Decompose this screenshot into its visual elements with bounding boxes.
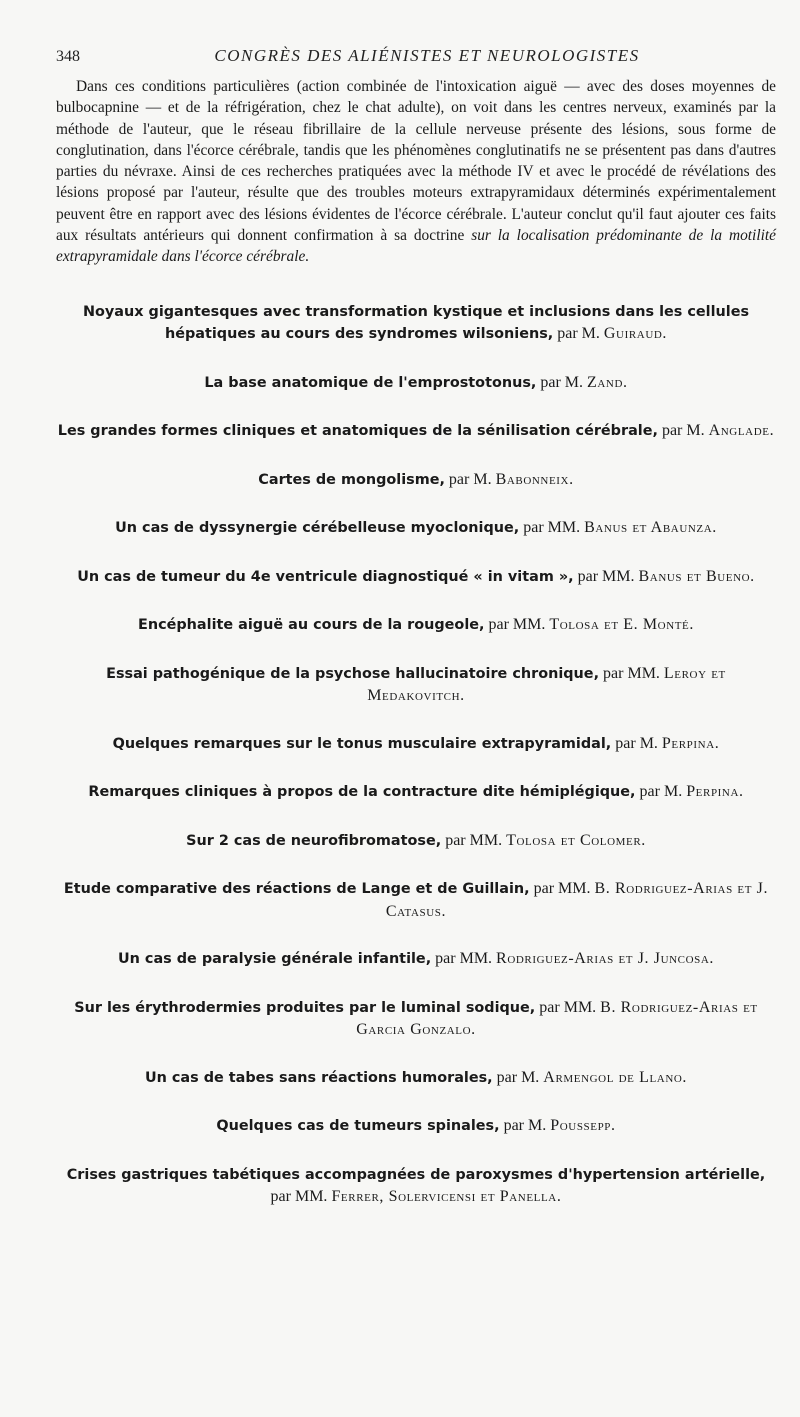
- running-head: [56, 46, 776, 66]
- entry-title: Quelques cas de tumeurs spinales,: [216, 1118, 500, 1135]
- entry-authors: Perpina.: [661, 734, 720, 752]
- intro-paragraph: [56, 76, 776, 268]
- entry-authors: Rodriguez-Arias et J. Juncosa.: [496, 950, 714, 968]
- entry-byline: [445, 832, 646, 849]
- entry: [56, 566, 776, 589]
- entry-authors: Tolosa et Colomer.: [506, 831, 646, 849]
- entry-byline: [540, 374, 627, 391]
- entry-title: Sur les érythrodermies produites par le luminal sodique,: [74, 999, 536, 1016]
- entry: [56, 372, 776, 395]
- entries-list: [56, 301, 776, 1208]
- entry-byline: [615, 735, 719, 752]
- entry: [56, 301, 776, 346]
- entry: [56, 420, 776, 443]
- entry-prefix: par MM.: [435, 950, 493, 968]
- entry-byline: [435, 950, 714, 967]
- entry-prefix: par M.: [448, 470, 492, 488]
- entry-byline: [504, 1117, 616, 1134]
- entry: [56, 733, 776, 756]
- entry-prefix: par M.: [615, 734, 658, 752]
- entry-prefix: par M.: [496, 1068, 540, 1086]
- entry-prefix: par MM.: [445, 831, 503, 849]
- entry: [56, 1067, 776, 1090]
- entry: [56, 781, 776, 804]
- entry-prefix: par M.: [503, 1117, 547, 1135]
- entry-prefix: par MM.: [270, 1188, 328, 1206]
- entry-prefix: par M.: [661, 422, 705, 440]
- entry-byline: [662, 422, 774, 439]
- entry-title: Un cas de tumeur du 4e ventricule diagnostiqué « in vitam »,: [77, 568, 574, 585]
- entry-prefix: par M.: [639, 783, 683, 801]
- entry-authors: Banus et Bueno.: [638, 567, 755, 585]
- entry-prefix: par MM.: [488, 616, 546, 634]
- page: [56, 46, 776, 1234]
- entry-byline: [488, 616, 694, 633]
- entry-title: Cartes de mongolisme,: [258, 471, 445, 488]
- entry: [56, 469, 776, 492]
- entry-title: Un cas de tabes sans réactions humorales,: [144, 1069, 493, 1086]
- entry-byline: [449, 471, 574, 488]
- journal-title: CONGRÈS DES ALIÉNISTES ET NEUROLOGISTES: [214, 46, 640, 65]
- entry-prefix: par M.: [557, 325, 600, 343]
- entry-byline: [578, 568, 755, 585]
- entry-authors: Banus et Abaunza.: [584, 519, 717, 537]
- entry-title: La base anatomique de l'emprostotonus,: [204, 374, 537, 391]
- entry-title: Sur 2 cas de neurofibromatose,: [186, 832, 442, 849]
- entry-title: Quelques remarques sur le tonus musculaire extrapyramidal,: [112, 735, 612, 752]
- entry: [56, 878, 776, 922]
- entry-title: Les grandes formes cliniques et anatomiques de la sénilisation cérébrale,: [57, 423, 658, 440]
- entry-authors: Ferrer, Solervicensi et Panella.: [331, 1188, 562, 1206]
- entry-authors: Armengol de Llano.: [543, 1068, 688, 1086]
- intro-body: Dans ces conditions particulières (action combinée de l'intoxication aiguë — avec des doses moyennes de bulbocapnine — et de la réfrigération, chez le chat adulte), on voit dans les centres nerveux, examinés par la méthode de l'auteur, que le réseau fibrillaire de la cellule nerveuse présente des lésions, sous forme de conglutination, dans l'écorce cérébrale, tandis que les phénomènes conglutinatifs ne se présentent pas dans d'autres parties du névraxe. Ainsi de ces recherches pratiquées avec la méthode IV et avec le procédé de révélations des lésions proposé par l'auteur, résulte que des troubles moteurs extrapyramidaux déterminés expérimentalement peuvent être en rapport avec des lésions évidentes de l'écorce cérébrale. L'auteur conclut qu'il faut ajouter ces faits aux résultats antérieurs qui donnent confirmation à sa doctrine: [56, 78, 776, 245]
- entry-byline: [557, 325, 667, 342]
- entry-authors: Zand.: [587, 373, 628, 391]
- entry-byline: [271, 1188, 562, 1205]
- entry-authors: B. Rodriguez-Arias et J. Catasus.: [385, 880, 769, 920]
- entry-prefix: par MM.: [577, 567, 635, 585]
- entry-prefix: par MM.: [539, 998, 597, 1016]
- entry: [56, 830, 776, 853]
- entry-title: Noyaux gigantesques avec transformation kystique et inclusions dans les cellules hépatiques au cours des syndromes wilsoniens,: [82, 303, 750, 343]
- entry-prefix: par MM.: [603, 664, 660, 682]
- entry-byline: [640, 783, 744, 800]
- entry-authors: Anglade.: [708, 422, 775, 440]
- entry-authors: Perpina.: [686, 783, 744, 801]
- entry-title: Essai pathogénique de la psychose hallucinatoire chronique,: [106, 665, 600, 682]
- entry: [56, 948, 776, 971]
- page-number: 348: [56, 48, 80, 65]
- entry-byline: [523, 519, 717, 536]
- entry: [56, 1115, 776, 1138]
- entry-title: Remarques cliniques à propos de la contracture dite hémiplégique,: [88, 784, 636, 801]
- entry-authors: Tolosa et E. Monté.: [549, 616, 694, 634]
- entry-title: Un cas de dyssynergie cérébelleuse myoclonique,: [115, 520, 520, 537]
- entry-title: Etude comparative des réactions de Lange et de Guillain,: [63, 881, 530, 898]
- entry: [56, 517, 776, 540]
- entry-prefix: par MM.: [533, 880, 591, 898]
- entry-title: Encéphalite aiguë au cours de la rougeole,: [138, 617, 485, 634]
- entry: [56, 1164, 776, 1208]
- entry: [56, 614, 776, 637]
- entry-authors: Poussepp.: [550, 1117, 616, 1135]
- entry-title: Un cas de paralysie générale infantile,: [117, 951, 432, 968]
- intro-tail: sur la localisation prédominante de la motilité extrapyramidale dans l'écorce cérébrale.: [56, 227, 776, 266]
- entry-authors: B. Rodriguez-Arias et Garcia Gonzalo.: [356, 998, 758, 1039]
- entry-authors: Babonneix.: [495, 470, 574, 488]
- entry-authors: Leroy et Medakovitch.: [367, 664, 726, 705]
- entry-byline: [497, 1069, 687, 1086]
- entry-prefix: par M.: [540, 373, 584, 391]
- entry-title: Crises gastriques tabétiques accompagnées de paroxysmes d'hypertension artérielle,: [66, 1166, 766, 1183]
- entry-authors: Guiraud.: [603, 325, 668, 343]
- entry-prefix: par MM.: [523, 519, 581, 537]
- entry: [56, 663, 776, 707]
- entry: [56, 997, 776, 1041]
